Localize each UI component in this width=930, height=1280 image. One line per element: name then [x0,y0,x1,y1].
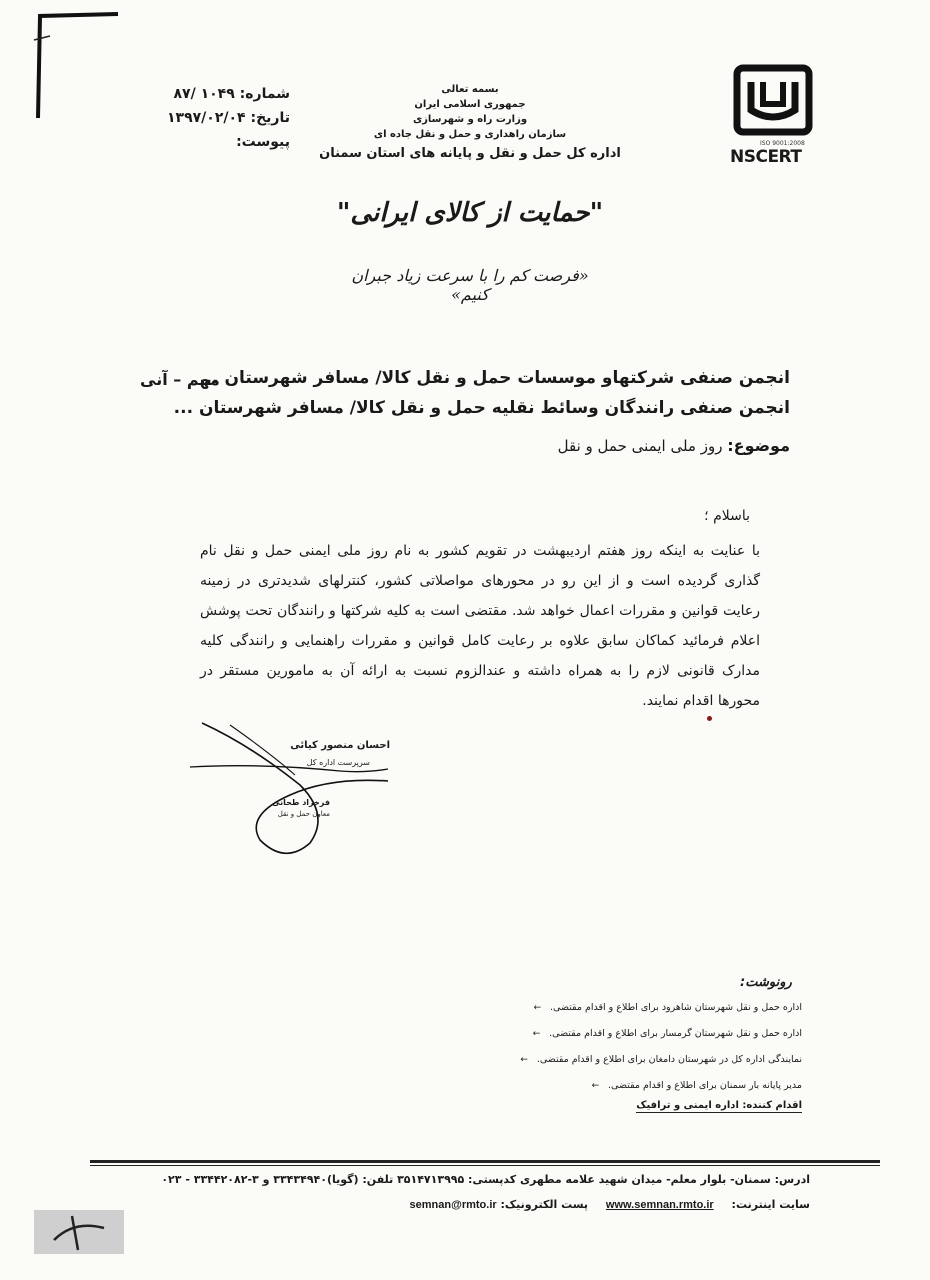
ink-dot [707,716,712,721]
letter-meta [150,82,290,154]
subject-line [558,436,790,455]
letter-number: شماره: ۱۰۴۹ /۸۷ [173,86,290,102]
list-item: اداره حمل و نقل شهرستان شاهرود برای اطلاع و اقدام مقتضی. ← [482,995,802,1021]
subject-label: موضوع: [727,436,790,455]
handwritten-signature-icon [190,715,390,865]
copies-list [482,995,802,1099]
scan-stamp-mark [34,1210,124,1254]
addressee-1: انجمن صنفی شرکتهاو موسسات حمل و نقل کالا/ مسافر شهرستان ... [199,368,790,388]
footer-divider-thin [90,1165,880,1166]
salutation: باسلام ؛ [704,508,750,524]
iso-label: ISO 9001:2008 [760,140,805,147]
list-item: مدیر پایانه بار سمنان برای اطلاع و اقدام مقتضی. ← [482,1073,802,1099]
footer-address: ادرس: سمنان- بلوار معلم- میدان شهید علامه مطهری کدپستی: ۳۵۱۴۷۱۳۹۹۵ تلفن: (گویا)۳۳۴۳۴۹۴۰ و ۳-۳۳۴۴۲۰۸۲ - ۰۲۳ [161,1173,810,1186]
email-label: پست الکترونیک: [500,1198,589,1211]
ministry-name: وزارت راه و شهرسازی [412,114,528,125]
signatory-role: سرپرست اداره کل [306,758,370,767]
organization-header [310,82,630,161]
nscert-label: NSCERT [730,147,802,167]
slogan-sub: «فرصت کم را با سرعت زیاد جبران کنیم» [351,266,589,304]
list-item: نمایندگی اداره کل در شهرستان دامغان برای اطلاع و اقدام مقتضی. ← [482,1047,802,1073]
list-item: اداره حمل و نقل شهرستان گرمسار برای اطلاع و اقدام مقتضی. ← [482,1021,802,1047]
priority-label: مهم – آنی [140,370,220,389]
copies-title: رونوشت: [740,975,792,990]
department-name: اداره کل حمل و نقل و پایانه های استان سمنان [319,146,621,161]
email-link[interactable]: semnan@rmto.ir [409,1199,497,1211]
website-label: سایت اینترنت: [731,1198,810,1211]
republic-name: جمهوری اسلامی ایران [414,99,526,110]
signatory-name: احسان منصور کیائی [290,740,390,751]
footer-divider [90,1160,880,1163]
subject-text: روز ملی ایمنی حمل و نقل [557,437,723,455]
letter-body: با عنایت به اینکه روز هفتم اردیبهشت در تقویم کشور به نام روز ملی ایمنی حمل و نقل نام گذاری گردیده است و از این رو در محورهای مواصلاتی کشور، کنترلهای شدیدتری در زمینه رعایت قوانین و مقررات اعمال خواهد شد. مقتضی است به کلیه شرکتها و رانندگان تحت پوشش اعلام فرمائید کماکان سابق علاوه بر رعایت کامل قوانین و مقررات راهنمایی و رانندگی کلیه مدارک قانونی لازم را به همراه داشته و عندالزوم نسبت به ارائه آن به مامورین مستقر در محورها اقدام نمایند. [200,543,760,709]
letter-attachment: پیوست: [236,134,290,150]
bismillah: بسمه تعالی [441,84,499,95]
organization-name: سازمان راهداری و حمل و نقل جاده ای [373,129,567,140]
scan-corner-mark [32,10,122,120]
slogan-main: "حمایت از کالای ایرانی" [336,198,604,228]
action-officer: اقدام کننده: اداره ایمنی و ترافیک [636,1100,802,1111]
stamp-role: معاون حمل و نقل [277,810,330,818]
footer-contact [400,1198,810,1211]
website-link[interactable]: www.semnan.rmto.ir [605,1199,714,1211]
letter-date: تاریخ: ۱۳۹۷/۰۲/۰۴ [167,110,290,126]
stamp-name: فرخزاد طحانی [272,798,330,807]
addressee-2: انجمن صنفی رانندگان وسائط نقلیه حمل و نقل کالا/ مسافر شهرستان ... [173,398,790,418]
